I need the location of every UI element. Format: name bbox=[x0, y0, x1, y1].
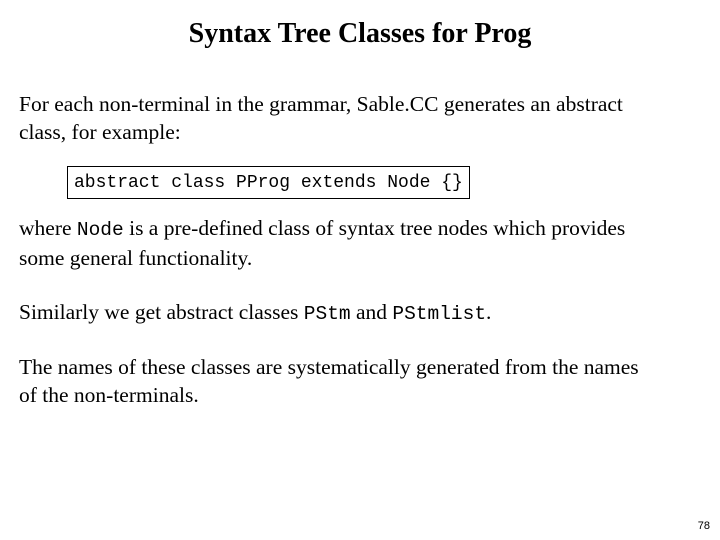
paragraph-node-description bbox=[19, 214, 659, 272]
inline-code-pstm: PStm bbox=[303, 303, 351, 325]
paragraph-text: is a pre-defined class of syntax tree nodes which provides some general functionality. bbox=[19, 216, 626, 270]
paragraph-text: . bbox=[486, 300, 492, 324]
inline-code-node: Node bbox=[76, 219, 124, 241]
paragraph-naming: The names of these classes are systematically generated from the names of the non-terminals. bbox=[19, 355, 639, 407]
paragraph-similar-classes bbox=[19, 298, 659, 328]
code-example-box: abstract class PProg extends Node {} bbox=[67, 166, 470, 199]
paragraph-intro: For each non-terminal in the grammar, Sable.CC generates an abstract class, for example: bbox=[19, 92, 623, 144]
inline-code-pstmlist: PStmlist bbox=[392, 303, 487, 325]
paragraph-text: Similarly we get abstract classes bbox=[19, 300, 304, 324]
page-number: 78 bbox=[697, 520, 710, 532]
slide-title: Syntax Tree Classes for Prog bbox=[188, 18, 532, 49]
paragraph-text: where bbox=[19, 216, 77, 240]
paragraph-text: and bbox=[350, 300, 393, 324]
